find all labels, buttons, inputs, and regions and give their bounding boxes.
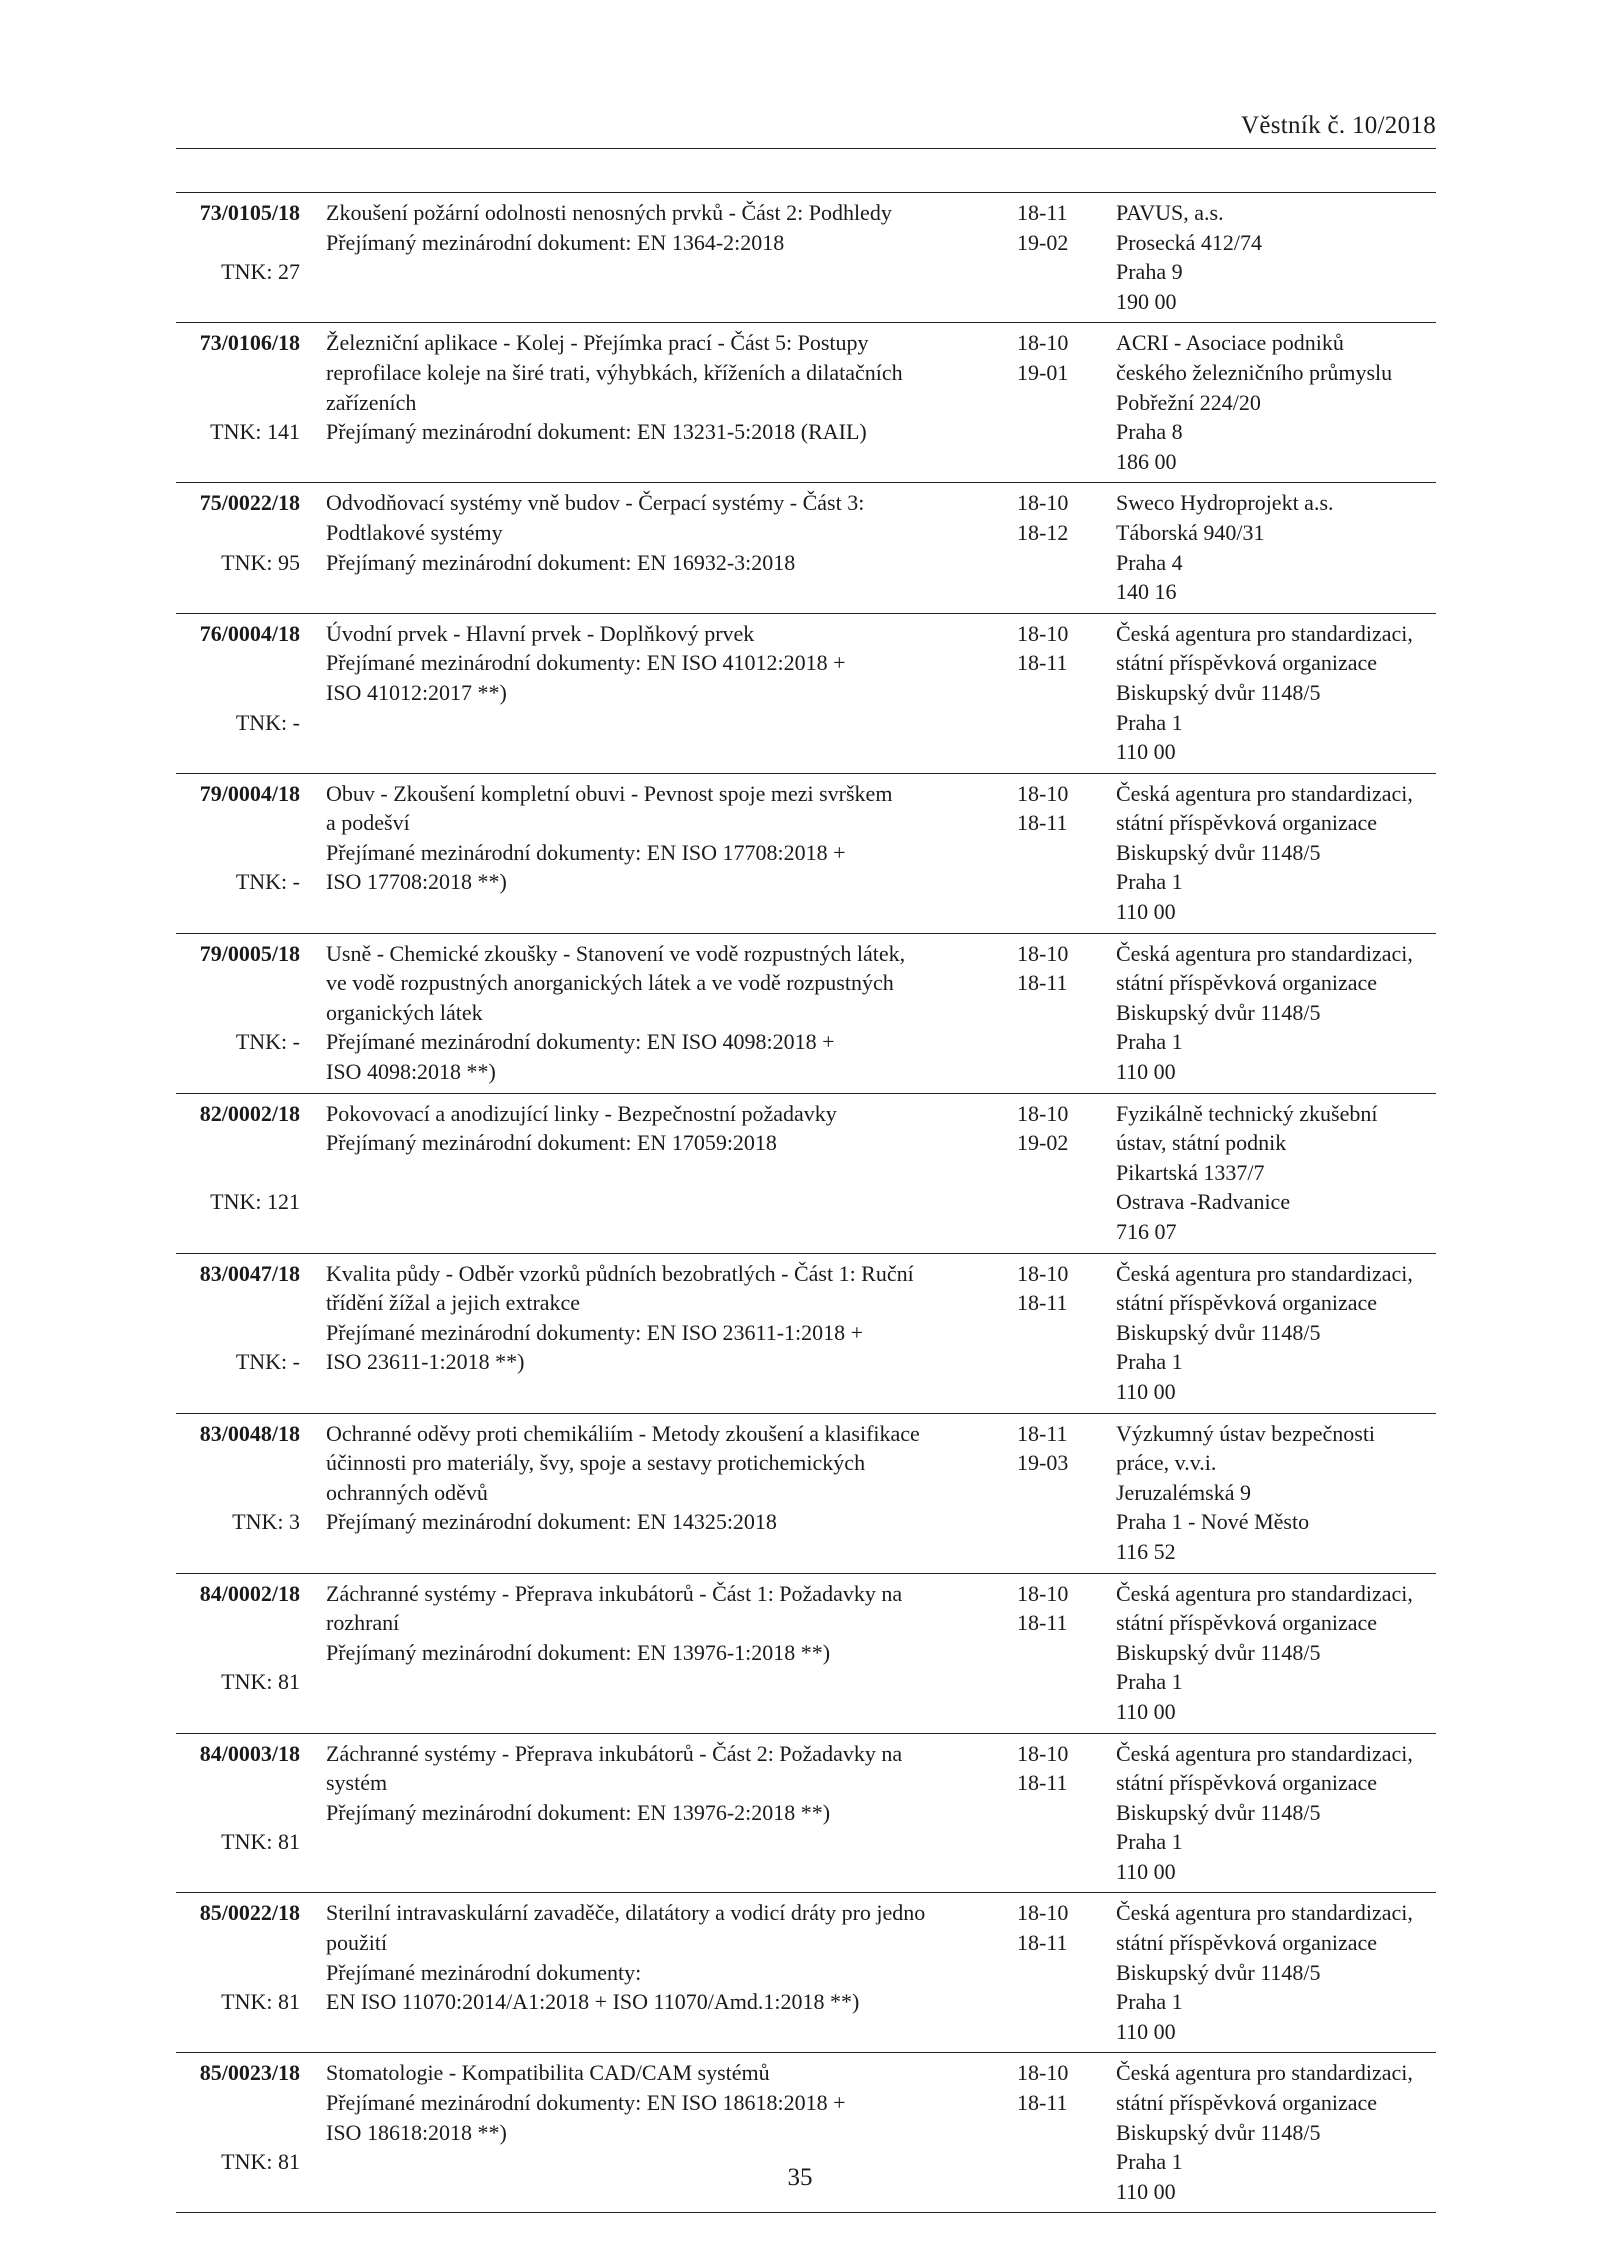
- organization-line: státní příspěvková organizace: [1116, 650, 1378, 676]
- description-cell: [326, 1579, 1026, 1727]
- date-line: 18-10: [1017, 1580, 1069, 1606]
- standard-id-cell: [176, 488, 300, 575]
- description-line: použití: [326, 1930, 388, 1956]
- spacer-line: [326, 1827, 1026, 1857]
- spacer-line: [326, 2017, 1026, 2047]
- standard-id-cell: [176, 1898, 300, 2015]
- organization-line: Praha 1: [1116, 869, 1183, 895]
- table-row: [176, 193, 1436, 323]
- organization-line: Fyzikálně technický zkušební: [1116, 1100, 1378, 1126]
- organization-line: 186 00: [1116, 448, 1177, 474]
- table-row: [176, 483, 1436, 613]
- tnk-label: TNK: 27: [221, 259, 300, 285]
- description-line: třídění žížal a jejich extrakce: [326, 1290, 581, 1316]
- description-line: Stomatologie - Kompatibilita CAD/CAM systémů: [326, 2060, 770, 2086]
- page-number: 35: [787, 2164, 813, 2191]
- organization-line: Prosecká 412/74: [1116, 229, 1263, 255]
- description-cell: [326, 198, 1026, 316]
- organization-line: Sweco Hydroprojekt a.s.: [1116, 490, 1334, 516]
- description-line: účinnosti pro materiály, švy, spoje a sestavy protichemických: [326, 1450, 866, 1476]
- standard-number: 75/0022/18: [199, 490, 300, 516]
- dates-cell: [1017, 939, 1107, 998]
- organization-line: Česká agentura pro standardizaci,: [1116, 940, 1413, 966]
- description-cell: [326, 619, 1026, 767]
- table-row: [176, 774, 1436, 934]
- standard-id-cell: [176, 1579, 300, 1695]
- standard-id-cell: [176, 198, 300, 285]
- description-line: Záchranné systémy - Přeprava inkubátorů - Část 2: Požadavky na: [326, 1740, 903, 1766]
- description-line: Přejímané mezinárodní dokumenty:: [326, 1959, 642, 1985]
- date-line: 18-10: [1017, 780, 1069, 806]
- organization-cell: [1116, 1419, 1446, 1567]
- date-line: 18-11: [1017, 1930, 1068, 1956]
- organization-line: Česká agentura pro standardizaci,: [1116, 1740, 1413, 1766]
- standard-number: 79/0004/18: [199, 780, 300, 806]
- organization-line: Praha 4: [1116, 549, 1183, 575]
- spacer-line: [326, 1697, 1026, 1727]
- organization-line: Pobřežní 224/20: [1116, 389, 1261, 415]
- date-line: 19-02: [1017, 1130, 1069, 1156]
- date-line: 18-11: [1017, 200, 1068, 225]
- description-cell: [326, 1419, 1026, 1567]
- spacer-line: [326, 1537, 1026, 1567]
- organization-cell: [1116, 198, 1446, 316]
- standard-id-cell: [176, 1099, 300, 1215]
- standard-id-cell: [176, 1739, 300, 1855]
- tnk-label: TNK: 81: [221, 2149, 300, 2175]
- description-line: ve vodě rozpustných anorganických látek a ve vodě rozpustných: [326, 970, 894, 996]
- description-line: a podešví: [326, 810, 410, 836]
- organization-cell: [1116, 488, 1446, 606]
- standard-id-cell: [176, 1259, 300, 1375]
- organization-cell: [1116, 619, 1446, 767]
- tnk-label: TNK: -: [235, 1349, 300, 1375]
- description-line: Přejímaný mezinárodní dokument: EN 13976-1:2018 **): [326, 1639, 831, 1665]
- description-cell: [326, 328, 1026, 476]
- standard-number: 76/0004/18: [199, 620, 300, 646]
- dates-cell: [1017, 488, 1107, 547]
- standard-number: 83/0048/18: [199, 1420, 300, 1446]
- standard-number: 79/0005/18: [199, 940, 300, 966]
- organization-line: Praha 8: [1116, 419, 1183, 445]
- tnk-label: TNK: 95: [221, 549, 300, 575]
- organization-line: PAVUS, a.s.: [1116, 200, 1224, 225]
- organization-line: Jeruzalémská 9: [1116, 1479, 1251, 1505]
- date-line: 18-11: [1017, 970, 1068, 996]
- organization-line: Biskupský dvůr 1148/5: [1116, 2119, 1321, 2145]
- organization-line: Praha 1 - Nové Město: [1116, 1509, 1310, 1535]
- description-line: Odvodňovací systémy vně budov - Čerpací systémy - Část 3:: [326, 490, 865, 516]
- organization-line: 110 00: [1116, 1059, 1176, 1085]
- organization-line: 110 00: [1116, 2018, 1176, 2044]
- description-cell: [326, 1099, 1026, 1247]
- description-line: ISO 4098:2018 **): [326, 1059, 496, 1085]
- description-cell: [326, 1739, 1026, 1887]
- organization-line: Biskupský dvůr 1148/5: [1116, 1639, 1321, 1665]
- organization-line: státní příspěvková organizace: [1116, 1290, 1378, 1316]
- spacer-line: [326, 1158, 1026, 1188]
- description-line: organických látek: [326, 999, 483, 1025]
- organization-line: 110 00: [1116, 899, 1176, 925]
- description-line: Obuv - Zkoušení kompletní obuvi - Pevnost spoje mezi svrškem: [326, 780, 893, 806]
- organization-line: práce, v.v.i.: [1116, 1450, 1217, 1476]
- organization-line: 116 52: [1116, 1538, 1176, 1564]
- organization-line: 190 00: [1116, 288, 1177, 314]
- organization-line: Biskupský dvůr 1148/5: [1116, 1959, 1321, 1985]
- description-line: Přejímaný mezinárodní dokument: EN 1364-2:2018: [326, 229, 785, 255]
- description-line: Přejímané mezinárodní dokumenty: EN ISO 4098:2018 +: [326, 1029, 835, 1055]
- standard-number: 83/0047/18: [199, 1260, 300, 1286]
- date-line: 18-10: [1017, 330, 1069, 356]
- date-line: 18-11: [1017, 810, 1068, 836]
- date-line: 18-11: [1017, 650, 1068, 676]
- organization-line: Česká agentura pro standardizaci,: [1116, 1580, 1413, 1606]
- date-line: 18-11: [1017, 1610, 1068, 1636]
- dates-cell: [1017, 1739, 1107, 1798]
- date-line: 18-10: [1017, 1100, 1069, 1126]
- dates-cell: [1017, 1259, 1107, 1318]
- tnk-label: TNK: 121: [210, 1189, 300, 1215]
- organization-line: Biskupský dvůr 1148/5: [1116, 679, 1321, 705]
- organization-line: státní příspěvková organizace: [1116, 1930, 1378, 1956]
- organization-line: Praha 1: [1116, 1829, 1183, 1855]
- organization-cell: [1116, 328, 1446, 476]
- table-row: [176, 1893, 1436, 2053]
- organization-line: 110 00: [1116, 1698, 1176, 1724]
- date-line: 18-10: [1017, 2060, 1069, 2086]
- organization-line: státní příspěvková organizace: [1116, 1770, 1378, 1796]
- organization-line: státní příspěvková organizace: [1116, 810, 1378, 836]
- standard-id-cell: [176, 619, 300, 735]
- date-line: 18-11: [1017, 1770, 1068, 1796]
- description-line: EN ISO 11070:2014/A1:2018 + ISO 11070/Amd.1:2018 **): [326, 1989, 860, 2015]
- description-line: Přejímaný mezinárodní dokument: EN 16932-3:2018: [326, 549, 796, 575]
- spacer-line: [326, 1667, 1026, 1697]
- date-line: 18-10: [1017, 1900, 1069, 1926]
- dates-cell: [1017, 1898, 1107, 1957]
- table-row: [176, 1734, 1436, 1894]
- organization-line: Biskupský dvůr 1148/5: [1116, 839, 1321, 865]
- description-line: ISO 41012:2017 **): [326, 679, 507, 705]
- organization-line: Ostrava -Radvanice: [1116, 1189, 1291, 1215]
- organization-line: 140 16: [1116, 579, 1177, 605]
- organization-line: 110 00: [1116, 739, 1176, 765]
- date-line: 18-10: [1017, 940, 1069, 966]
- page-header: [176, 112, 1436, 149]
- spacer-line: [326, 1857, 1026, 1887]
- description-line: Přejímaný mezinárodní dokument: EN 17059:2018: [326, 1130, 777, 1156]
- organization-cell: [1116, 1259, 1446, 1407]
- description-cell: [326, 939, 1026, 1087]
- dates-cell: [1017, 328, 1107, 387]
- description-line: ISO 17708:2018 **): [326, 869, 507, 895]
- standard-id-cell: [176, 1419, 300, 1535]
- spacer-line: [326, 1187, 1026, 1217]
- organization-cell: [1116, 1579, 1446, 1727]
- standard-number: 85/0022/18: [199, 1900, 300, 1926]
- organization-line: Praha 1: [1116, 1349, 1183, 1375]
- date-line: 18-10: [1017, 620, 1069, 646]
- organization-line: Pikartská 1337/7: [1116, 1159, 1265, 1185]
- description-cell: [326, 488, 1026, 606]
- description-line: Sterilní intravaskulární zavaděče, dilatátory a vodicí dráty pro jedno: [326, 1900, 926, 1926]
- organization-line: Biskupský dvůr 1148/5: [1116, 1319, 1321, 1345]
- description-line: Železniční aplikace - Kolej - Přejímka prací - Část 5: Postupy: [326, 330, 869, 356]
- journal-title: Věstník č. 10/2018: [1241, 112, 1436, 139]
- description-line: ochranných oděvů: [326, 1479, 488, 1505]
- date-line: 19-01: [1017, 359, 1069, 385]
- date-line: 18-10: [1017, 490, 1069, 516]
- description-line: Přejímané mezinárodní dokumenty: EN ISO 18618:2018 +: [326, 2090, 846, 2116]
- table-row: [176, 1254, 1436, 1414]
- standard-id-cell: [176, 2058, 300, 2175]
- organization-cell: [1116, 1898, 1446, 2046]
- description-line: Podtlakové systémy: [326, 519, 503, 545]
- description-line: Přejímané mezinárodní dokumenty: EN ISO 17708:2018 +: [326, 839, 846, 865]
- table-row: [176, 614, 1436, 774]
- description-line: Přejímané mezinárodní dokumenty: EN ISO 23611-1:2018 +: [326, 1319, 864, 1345]
- organization-cell: [1116, 1739, 1446, 1887]
- date-line: 19-03: [1017, 1450, 1069, 1476]
- spacer-line: [326, 287, 1026, 317]
- description-cell: [326, 1898, 1026, 2046]
- spacer-line: [326, 897, 1026, 927]
- standard-number: 84/0002/18: [199, 1580, 300, 1606]
- spacer-line: [326, 447, 1026, 477]
- tnk-label: TNK: 3: [232, 1509, 300, 1535]
- organization-line: Výzkumný ústav bezpečnosti: [1116, 1420, 1376, 1446]
- table-row: [176, 934, 1436, 1094]
- date-line: 18-12: [1017, 519, 1069, 545]
- tnk-label: TNK: 81: [221, 1669, 300, 1695]
- organization-line: Česká agentura pro standardizaci,: [1116, 780, 1413, 806]
- standard-number: 73/0105/18: [199, 200, 300, 225]
- description-line: Přejímaný mezinárodní dokument: EN 14325:2018: [326, 1509, 777, 1535]
- standard-number: 84/0003/18: [199, 1740, 300, 1766]
- date-line: 19-02: [1017, 229, 1069, 255]
- description-line: Zkoušení požární odolnosti nenosných prvků - Část 2: Podhledy: [326, 200, 892, 225]
- description-line: rozhraní: [326, 1610, 400, 1636]
- organization-line: Praha 1: [1116, 1029, 1183, 1055]
- standards-table: [176, 192, 1436, 2213]
- table-row: [176, 1094, 1436, 1254]
- organization-line: ACRI - Asociace podniků: [1116, 330, 1344, 356]
- organization-line: Česká agentura pro standardizaci,: [1116, 620, 1413, 646]
- standard-id-cell: [176, 328, 300, 445]
- spacer-line: [326, 708, 1026, 738]
- organization-line: českého železničního průmyslu: [1116, 359, 1393, 385]
- tnk-label: TNK: -: [235, 709, 300, 735]
- dates-cell: [1017, 2058, 1107, 2117]
- dates-cell: [1017, 1579, 1107, 1638]
- organization-line: státní příspěvková organizace: [1116, 1610, 1378, 1636]
- organization-line: 716 07: [1116, 1219, 1177, 1244]
- description-cell: [326, 779, 1026, 927]
- description-line: Usně - Chemické zkoušky - Stanovení ve vodě rozpustných látek,: [326, 940, 906, 966]
- description-line: systém: [326, 1770, 388, 1796]
- tnk-label: TNK: 81: [221, 1989, 300, 2015]
- standard-number: 73/0106/18: [199, 330, 300, 356]
- spacer-line: [326, 1217, 1026, 1247]
- description-line: Přejímaný mezinárodní dokument: EN 13231-5:2018 (RAIL): [326, 419, 867, 445]
- organization-line: Praha 9: [1116, 259, 1183, 285]
- date-line: 18-10: [1017, 1260, 1069, 1286]
- description-line: ISO 18618:2018 **): [326, 2119, 507, 2145]
- description-line: Úvodní prvek - Hlavní prvek - Doplňkový prvek: [326, 620, 755, 646]
- spacer-line: [326, 1377, 1026, 1407]
- tnk-label: TNK: -: [235, 869, 300, 895]
- date-line: 18-10: [1017, 1740, 1069, 1766]
- description-line: Záchranné systémy - Přeprava inkubátorů - Část 1: Požadavky na: [326, 1580, 903, 1606]
- organization-line: Praha 1: [1116, 709, 1183, 735]
- description-line: zařízeních: [326, 389, 417, 415]
- description-line: Pokovovací a anodizující linky - Bezpečnostní požadavky: [326, 1100, 837, 1126]
- organization-line: Biskupský dvůr 1148/5: [1116, 1799, 1321, 1825]
- organization-cell: [1116, 939, 1446, 1087]
- organization-line: Praha 1: [1116, 1669, 1183, 1695]
- dates-cell: [1017, 1419, 1107, 1478]
- description-cell: [326, 1259, 1026, 1407]
- organization-line: Biskupský dvůr 1148/5: [1116, 999, 1321, 1025]
- organization-cell: [1116, 1099, 1446, 1247]
- organization-line: Česká agentura pro standardizaci,: [1116, 2060, 1413, 2086]
- date-line: 18-11: [1017, 1420, 1068, 1446]
- description-line: reprofilace koleje na širé trati, výhybkách, kříženích a dilatačních: [326, 359, 903, 385]
- table-row: [176, 1574, 1436, 1734]
- organization-line: 110 00: [1116, 1378, 1176, 1404]
- organization-line: Praha 1: [1116, 1989, 1183, 2015]
- organization-cell: [1116, 779, 1446, 927]
- description-line: ISO 23611-1:2018 **): [326, 1349, 525, 1375]
- organization-line: 110 00: [1116, 2178, 1176, 2204]
- organization-line: Praha 1: [1116, 2149, 1183, 2175]
- dates-cell: [1017, 198, 1107, 257]
- description-line: Přejímané mezinárodní dokumenty: EN ISO 41012:2018 +: [326, 650, 846, 676]
- spacer-line: [326, 737, 1026, 767]
- description-line: Kvalita půdy - Odběr vzorků půdních bezobratlých - Část 1: Ruční: [326, 1260, 914, 1286]
- dates-cell: [1017, 619, 1107, 678]
- standard-number: 85/0023/18: [199, 2060, 300, 2086]
- table-row: [176, 323, 1436, 483]
- organization-line: Česká agentura pro standardizaci,: [1116, 1260, 1413, 1286]
- standard-number: 82/0002/18: [199, 1100, 300, 1126]
- standard-id-cell: [176, 939, 300, 1055]
- organization-line: 110 00: [1116, 1858, 1176, 1884]
- table-row: [176, 1414, 1436, 1574]
- description-line: Ochranné oděvy proti chemikáliím - Metody zkoušení a klasifikace: [326, 1420, 920, 1446]
- tnk-label: TNK: 141: [210, 419, 300, 445]
- organization-line: státní příspěvková organizace: [1116, 2090, 1378, 2116]
- tnk-label: TNK: 81: [221, 1829, 300, 1855]
- spacer-line: [326, 577, 1026, 607]
- date-line: 18-11: [1017, 1290, 1068, 1316]
- tnk-label: TNK: -: [235, 1029, 300, 1055]
- organization-line: státní příspěvková organizace: [1116, 970, 1378, 996]
- organization-line: Táborská 940/31: [1116, 519, 1265, 545]
- spacer-line: [326, 257, 1026, 287]
- standard-id-cell: [176, 779, 300, 895]
- organization-line: Česká agentura pro standardizaci,: [1116, 1900, 1413, 1926]
- date-line: 18-11: [1017, 2090, 1068, 2116]
- dates-cell: [1017, 1099, 1107, 1158]
- description-line: Přejímaný mezinárodní dokument: EN 13976-2:2018 **): [326, 1799, 831, 1825]
- dates-cell: [1017, 779, 1107, 838]
- organization-line: ústav, státní podnik: [1116, 1130, 1287, 1156]
